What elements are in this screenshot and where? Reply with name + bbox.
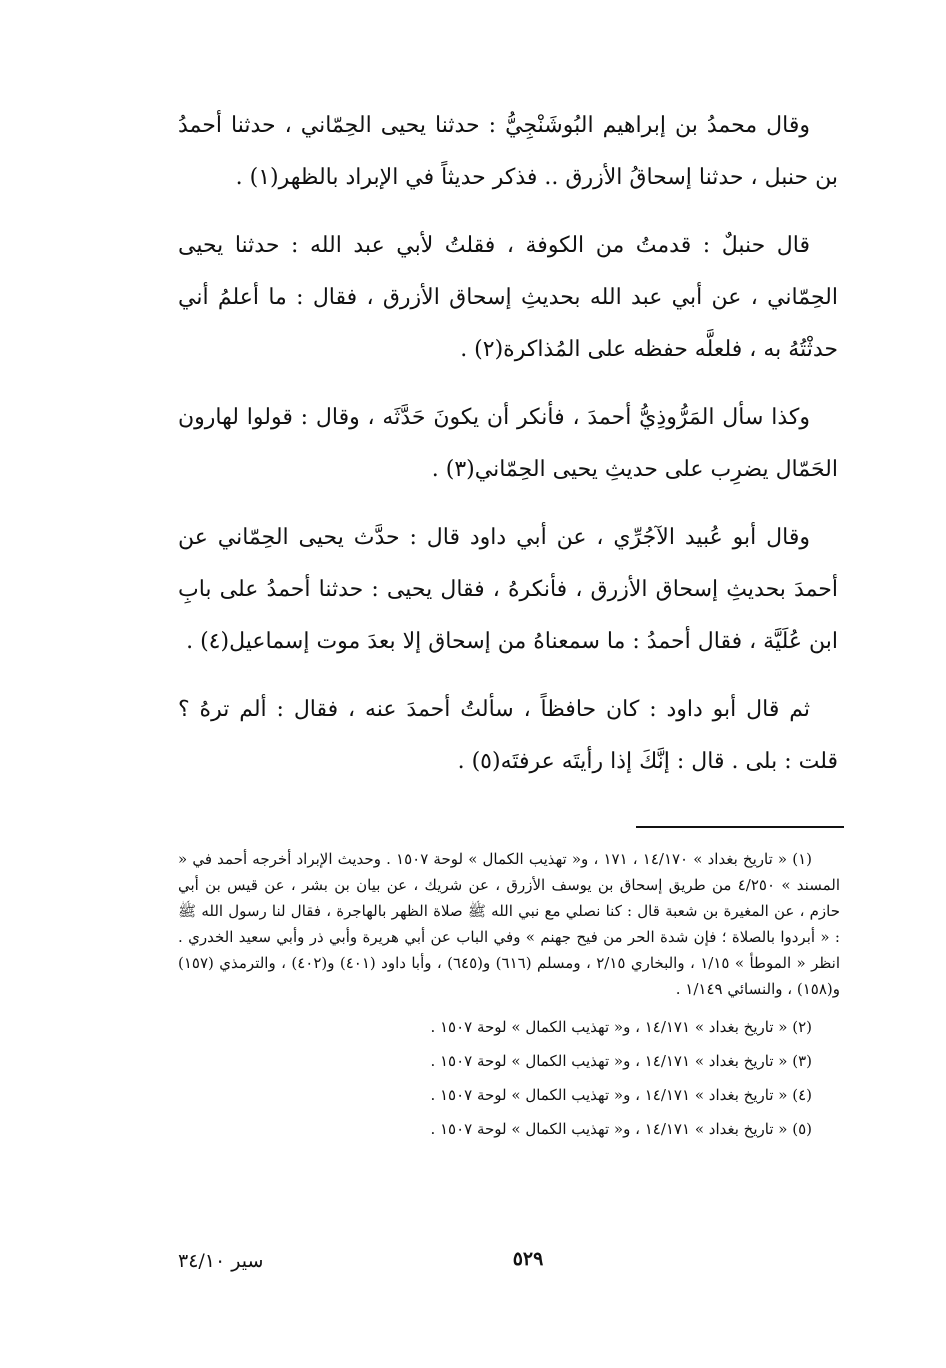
main-text-body	[178, 100, 838, 804]
signature-mark: سير ٣٤/١٠	[178, 1250, 264, 1272]
page-number: ٥٢٩	[512, 1248, 544, 1270]
paragraph-2: قال حنبلٌ : قدمتُ من الكوفة ، فقلتُ لأبي عبد الله : حدثنا يحيى الحِمّاني ، عن أبي عبد الله بحديثِ إسحاق الأزرق ، فقال : ما أعلمُ أني حدثْتُهُ به ، فلعلَّه حفظه على المُذاكرة(٢) .	[178, 233, 838, 362]
paragraph-4: وقال أبو عُبيد الآجُرِّي ، عن أبي داود قال : حدَّث يحيى الحِمّاني عن أحمدَ بحديثِ إسحاق الأزرق ، فأنكرهُ ، فقال يحيى : حدثنا أحمدُ على بابِ ابن عُلَيَّة ، فقال أحمدُ : ما سمعناهُ من إسحاق إلا بعدَ موت إسماعيل(٤) .	[178, 525, 838, 654]
paragraph-1: وقال محمدُ بن إبراهيم البُوشَنْجِيُّ : حدثنا يحيى الحِمّاني ، حدثنا أحمدُ بن حنبل ، حدثنا إسحاقُ الأزرق .. فذكر حديثاً في الإبراد بالظهر(١) .	[178, 113, 838, 190]
footnote-4: (٤) « تاريخ بغداد » ١٤/١٧١ ، و« تهذيب الكمال » لوحة ١٥٠٧ .	[430, 1086, 812, 1104]
paragraph-5: ثم قال أبو داود : كان حافظاً ، سألتُ أحمدَ عنه ، فقال : ألم ترهُ ؟ قلت : بلى . قال : إنَّكَ إذا رأيتَه عرفتَه(٥) .	[178, 697, 838, 774]
footnote-2: (٢) « تاريخ بغداد » ١٤/١٧١ ، و« تهذيب الكمال » لوحة ١٥٠٧ .	[430, 1018, 812, 1036]
footnote-1: (١) « تاريخ بغداد » ١٤/١٧٠ ، ١٧١ ، و« تهذيب الكمال » لوحة ١٥٠٧ . وحديث الإبراد أخرجه أحمد في « المسند » ٤/٢٥٠ من طريق إسحاق بن يوسف الأزرق ، عن شريك ، عن بيان بن بشر ، عن قيس بن أبي حازم ، عن المغيرة بن شعبة قال : كنا نصلي مع نبي الله ﷺ صلاة الظهر بالهاجرة ، فقال لنا رسول الله ﷺ : « أبردوا بالصلاة ؛ فإن شدة الحر من فيح جهنم » وفي الباب عن أبي هريرة وأبي ذر وأبي سعيد الخدري . انظر « الموطأ » ١/١٥ ، والبخاري ٢/١٥ ، ومسلم (٦١٦) و(٦٤٥) ، وأبا داود (٤٠١) و(٤٠٢) ، والترمذي (١٥٧) و(١٥٨) ، والنسائي ١/١٤٩ .	[178, 850, 841, 998]
paragraph-3: وكذا سأل المَرُّوذِيُّ أحمدَ ، فأنكر أن يكونَ حَدَّثَه ، وقال : قولوا لهارون الحَمّال يضرِب على حديثِ يحيى الحِمّاني(٣) .	[178, 405, 838, 482]
footnote-5: (٥) « تاريخ بغداد » ١٤/١٧١ ، و« تهذيب الكمال » لوحة ١٥٠٧ .	[430, 1120, 812, 1138]
footnote-3: (٣) « تاريخ بغداد » ١٤/١٧١ ، و« تهذيب الكمال » لوحة ١٥٠٧ .	[430, 1052, 812, 1070]
footnote-separator	[636, 826, 844, 828]
footnotes	[178, 846, 840, 1146]
footnote-short-list	[178, 1010, 840, 1146]
